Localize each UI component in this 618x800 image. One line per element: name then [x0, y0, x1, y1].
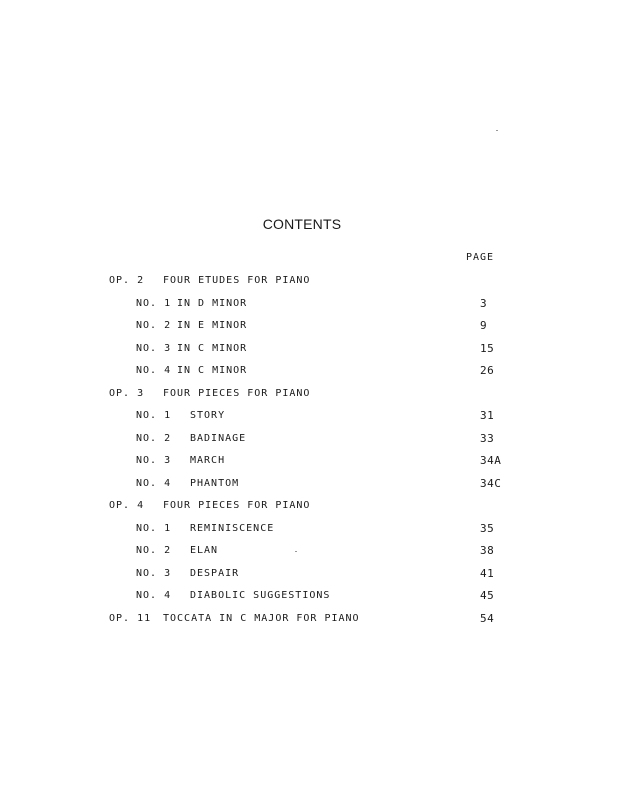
piece-row: [0, 409, 618, 432]
piece-number: NO. 4: [136, 477, 172, 489]
page-number: 26: [480, 364, 495, 377]
piece-row: [0, 589, 618, 612]
page-number: 15: [480, 341, 495, 355]
piece-title: PHANTOM: [190, 477, 240, 489]
page-number: 41: [480, 566, 495, 580]
opus-row: [0, 387, 618, 410]
piece-row: [0, 454, 618, 477]
page-number: 3: [480, 296, 488, 310]
page-number: 38: [480, 544, 495, 557]
piece-title: BADINAGE: [190, 432, 247, 444]
page-number: 34C: [480, 476, 502, 490]
piece-title: STORY: [190, 410, 226, 421]
piece-title: IN E MINOR: [177, 320, 248, 331]
piece-row: [0, 319, 618, 342]
piece-title: DIABOLIC SUGGESTIONS: [190, 590, 331, 601]
page-number: 54: [480, 611, 495, 625]
piece-number: NO. 1: [136, 410, 172, 421]
page-number: 35: [480, 521, 495, 535]
piece-number: NO. 3: [136, 567, 172, 579]
piece-row: [0, 567, 618, 590]
piece-title: ELAN: [190, 545, 219, 556]
opus-title: FOUR PIECES FOR PIANO: [163, 387, 311, 399]
piece-row: [0, 477, 618, 500]
opus-title: TOCCATA IN C MAJOR FOR PIANO: [163, 612, 360, 624]
piece-number: NO. 1: [136, 297, 172, 309]
piece-row: [0, 544, 618, 567]
piece-title: DESPAIR: [190, 567, 240, 579]
piece-number: NO. 3: [136, 342, 172, 354]
opus-number: OP. 4: [109, 500, 145, 511]
page-number: 45: [480, 589, 495, 602]
piece-row: [0, 364, 618, 387]
piece-title: IN D MINOR: [177, 297, 248, 309]
piece-row: [0, 342, 618, 365]
page-number: 33: [480, 431, 495, 445]
piece-title: IN C MINOR: [177, 365, 248, 376]
contents-list: [0, 274, 618, 634]
opus-title: FOUR ETUDES FOR PIANO: [163, 275, 311, 286]
paper-speck: [295, 551, 297, 552]
piece-row: [0, 432, 618, 455]
paper-speck: [496, 130, 498, 131]
opus-number: OP. 3: [109, 387, 145, 399]
page-number: 31: [480, 409, 495, 422]
opus-row: [0, 499, 618, 522]
page-column-header: PAGE: [466, 252, 495, 263]
opus-number: OP. 2: [109, 275, 145, 286]
piece-number: NO. 4: [136, 365, 172, 376]
opus-number: OP. 11: [109, 612, 152, 624]
page-number: 9: [480, 319, 488, 332]
piece-title: IN C MINOR: [177, 342, 248, 354]
piece-row: [0, 522, 618, 545]
contents-heading: CONTENTS: [262, 216, 342, 232]
piece-number: NO. 4: [136, 590, 172, 601]
piece-number: NO. 3: [136, 455, 172, 466]
opus-row: [0, 612, 618, 635]
opus-title: FOUR PIECES FOR PIANO: [163, 500, 311, 511]
page-number: 34A: [480, 454, 502, 467]
piece-row: [0, 297, 618, 320]
piece-number: NO. 1: [136, 522, 172, 534]
opus-row: [0, 274, 618, 297]
piece-number: NO. 2: [136, 432, 172, 444]
piece-number: NO. 2: [136, 320, 172, 331]
piece-title: REMINISCENCE: [190, 522, 275, 534]
piece-title: MARCH: [190, 455, 226, 466]
piece-number: NO. 2: [136, 545, 172, 556]
